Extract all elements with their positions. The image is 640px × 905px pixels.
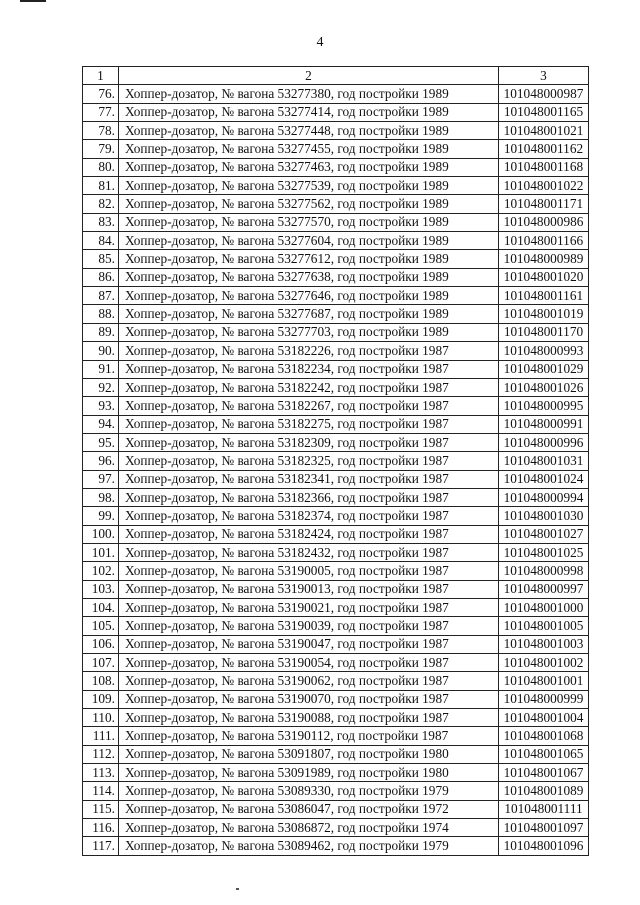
table-row: [83, 800, 589, 818]
table-row: [83, 562, 589, 580]
row-number-cell: 81.: [83, 177, 119, 195]
row-number-cell: 76.: [83, 85, 119, 103]
inventory-code-cell: 101048001025: [499, 543, 589, 561]
row-number-cell: 102.: [83, 562, 119, 580]
inventory-code-cell: 101048001089: [499, 782, 589, 800]
inventory-code-cell: 101048001068: [499, 727, 589, 745]
inventory-code-cell: 101048001021: [499, 122, 589, 140]
row-number-cell: 78.: [83, 122, 119, 140]
row-number-cell: 103.: [83, 580, 119, 598]
table-row: [83, 580, 589, 598]
page-number: 4: [316, 35, 324, 50]
row-number-cell: 115.: [83, 800, 119, 818]
wagon-description-cell: Хоппер-дозатор, № вагона 53182234, год постройки 1987: [119, 360, 499, 378]
inventory-code-cell: 101048001162: [499, 140, 589, 158]
inventory-code-cell: 101048001005: [499, 617, 589, 635]
row-number-cell: 92.: [83, 378, 119, 396]
inventory-code-cell: 101048001168: [499, 158, 589, 176]
column-header-3: 3: [499, 67, 589, 85]
wagon-description-cell: Хоппер-дозатор, № вагона 53182374, год постройки 1987: [119, 507, 499, 525]
table-row: [83, 323, 589, 341]
table-row: [83, 709, 589, 727]
row-number-cell: 98.: [83, 488, 119, 506]
inventory-code-cell: 101048001004: [499, 709, 589, 727]
wagon-description-cell: Хоппер-дозатор, № вагона 53182267, год постройки 1987: [119, 397, 499, 415]
row-number-cell: 95.: [83, 433, 119, 451]
wagon-description-cell: Хоппер-дозатор, № вагона 53277455, год постройки 1989: [119, 140, 499, 158]
table-row: [83, 195, 589, 213]
table-header: [83, 67, 589, 85]
column-header-1: 1: [83, 67, 119, 85]
wagon-description-cell: Хоппер-дозатор, № вагона 53091989, год постройки 1980: [119, 764, 499, 782]
inventory-code-cell: 101048001029: [499, 360, 589, 378]
table-row: [83, 764, 589, 782]
row-number-cell: 82.: [83, 195, 119, 213]
table-row: [83, 819, 589, 837]
inventory-code-cell: 101048001027: [499, 525, 589, 543]
table-row: [83, 525, 589, 543]
wagon-description-cell: Хоппер-дозатор, № вагона 53190013, год постройки 1987: [119, 580, 499, 598]
wagon-description-cell: Хоппер-дозатор, № вагона 53277380, год постройки 1989: [119, 85, 499, 103]
table-row: [83, 727, 589, 745]
table-row: [83, 543, 589, 561]
wagon-description-cell: Хоппер-дозатор, № вагона 53086872, год постройки 1974: [119, 819, 499, 837]
inventory-code-cell: 101048001003: [499, 635, 589, 653]
wagon-description-cell: Хоппер-дозатор, № вагона 53277570, год постройки 1989: [119, 213, 499, 231]
scan-artifact-dot: [236, 888, 239, 890]
row-number-cell: 113.: [83, 764, 119, 782]
inventory-code-cell: 101048000995: [499, 397, 589, 415]
row-number-cell: 93.: [83, 397, 119, 415]
table-row: [83, 103, 589, 121]
row-number-cell: 114.: [83, 782, 119, 800]
wagon-description-cell: Хоппер-дозатор, № вагона 53091807, год постройки 1980: [119, 745, 499, 763]
wagon-description-cell: Хоппер-дозатор, № вагона 53182424, год постройки 1987: [119, 525, 499, 543]
table-row: [83, 470, 589, 488]
inventory-code-cell: 101048001022: [499, 177, 589, 195]
top-rule-mark: [20, 0, 46, 2]
inventory-code-cell: 101048001019: [499, 305, 589, 323]
inventory-code-cell: 101048001067: [499, 764, 589, 782]
inventory-code-cell: 101048001030: [499, 507, 589, 525]
wagon-description-cell: Хоппер-дозатор, № вагона 53089462, год постройки 1979: [119, 837, 499, 855]
table-row: [83, 305, 589, 323]
wagon-description-cell: Хоппер-дозатор, № вагона 53190021, год постройки 1987: [119, 598, 499, 616]
wagon-description-cell: Хоппер-дозатор, № вагона 53277539, год постройки 1989: [119, 177, 499, 195]
wagon-description-cell: Хоппер-дозатор, № вагона 53277638, год постройки 1989: [119, 268, 499, 286]
table-row: [83, 617, 589, 635]
table-header-row: [83, 67, 589, 85]
inventory-code-cell: 101048000994: [499, 488, 589, 506]
column-header-2: 2: [119, 67, 499, 85]
row-number-cell: 108.: [83, 672, 119, 690]
inventory-code-cell: 101048000986: [499, 213, 589, 231]
row-number-cell: 83.: [83, 213, 119, 231]
inventory-code-cell: 101048000987: [499, 85, 589, 103]
wagon-description-cell: Хоппер-дозатор, № вагона 53277414, год постройки 1989: [119, 103, 499, 121]
row-number-cell: 79.: [83, 140, 119, 158]
inventory-code-cell: 101048001065: [499, 745, 589, 763]
row-number-cell: 106.: [83, 635, 119, 653]
table-row: [83, 378, 589, 396]
inventory-code-cell: 101048001031: [499, 452, 589, 470]
table-row: [83, 85, 589, 103]
wagon-description-cell: Хоппер-дозатор, № вагона 53190054, год постройки 1987: [119, 654, 499, 672]
table-row: [83, 415, 589, 433]
wagon-description-cell: Хоппер-дозатор, № вагона 53190070, год постройки 1987: [119, 690, 499, 708]
table-row: [83, 268, 589, 286]
wagon-description-cell: Хоппер-дозатор, № вагона 53182275, год постройки 1987: [119, 415, 499, 433]
wagon-description-cell: Хоппер-дозатор, № вагона 53089330, год постройки 1979: [119, 782, 499, 800]
inventory-code-cell: 101048001020: [499, 268, 589, 286]
row-number-cell: 91.: [83, 360, 119, 378]
wagon-description-cell: Хоппер-дозатор, № вагона 53190005, год постройки 1987: [119, 562, 499, 580]
inventory-code-cell: 101048001170: [499, 323, 589, 341]
wagon-description-cell: Хоппер-дозатор, № вагона 53182242, год постройки 1987: [119, 378, 499, 396]
row-number-cell: 90.: [83, 342, 119, 360]
table-row: [83, 397, 589, 415]
table-row: [83, 598, 589, 616]
inventory-code-cell: 101048001000: [499, 598, 589, 616]
wagon-description-cell: Хоппер-дозатор, № вагона 53182366, год постройки 1987: [119, 488, 499, 506]
table-row: [83, 690, 589, 708]
row-number-cell: 89.: [83, 323, 119, 341]
row-number-cell: 105.: [83, 617, 119, 635]
wagon-description-cell: Хоппер-дозатор, № вагона 53190047, год постройки 1987: [119, 635, 499, 653]
row-number-cell: 112.: [83, 745, 119, 763]
row-number-cell: 85.: [83, 250, 119, 268]
inventory-code-cell: 101048000998: [499, 562, 589, 580]
row-number-cell: 104.: [83, 598, 119, 616]
wagon-description-cell: Хоппер-дозатор, № вагона 53277562, год постройки 1989: [119, 195, 499, 213]
wagon-description-cell: Хоппер-дозатор, № вагона 53182309, год постройки 1987: [119, 433, 499, 451]
wagon-description-cell: Хоппер-дозатор, № вагона 53182325, год постройки 1987: [119, 452, 499, 470]
table-row: [83, 654, 589, 672]
inventory-code-cell: 101048001024: [499, 470, 589, 488]
inventory-code-cell: 101048001096: [499, 837, 589, 855]
inventory-code-cell: 101048001002: [499, 654, 589, 672]
row-number-cell: 117.: [83, 837, 119, 855]
inventory-code-cell: 101048001001: [499, 672, 589, 690]
wagon-description-cell: Хоппер-дозатор, № вагона 53182226, год постройки 1987: [119, 342, 499, 360]
inventory-code-cell: 101048000989: [499, 250, 589, 268]
row-number-cell: 101.: [83, 543, 119, 561]
inventory-code-cell: 101048001165: [499, 103, 589, 121]
inventory-code-cell: 101048000993: [499, 342, 589, 360]
table-row: [83, 232, 589, 250]
wagon-description-cell: Хоппер-дозатор, № вагона 53277448, год постройки 1989: [119, 122, 499, 140]
table-row: [83, 122, 589, 140]
table-row: [83, 213, 589, 231]
row-number-cell: 87.: [83, 287, 119, 305]
row-number-cell: 86.: [83, 268, 119, 286]
wagon-description-cell: Хоппер-дозатор, № вагона 53277463, год постройки 1989: [119, 158, 499, 176]
table-row: [83, 837, 589, 855]
inventory-code-cell: 101048000991: [499, 415, 589, 433]
row-number-cell: 110.: [83, 709, 119, 727]
row-number-cell: 94.: [83, 415, 119, 433]
table-row: [83, 452, 589, 470]
table-row: [83, 287, 589, 305]
table-row: [83, 672, 589, 690]
wagon-description-cell: Хоппер-дозатор, № вагона 53182432, год постройки 1987: [119, 543, 499, 561]
table-row: [83, 250, 589, 268]
row-number-cell: 77.: [83, 103, 119, 121]
inventory-code-cell: 101048001171: [499, 195, 589, 213]
table-row: [83, 782, 589, 800]
row-number-cell: 80.: [83, 158, 119, 176]
wagon-description-cell: Хоппер-дозатор, № вагона 53277612, год постройки 1989: [119, 250, 499, 268]
row-number-cell: 99.: [83, 507, 119, 525]
wagon-description-cell: Хоппер-дозатор, № вагона 53190039, год постройки 1987: [119, 617, 499, 635]
wagon-description-cell: Хоппер-дозатор, № вагона 53086047, год постройки 1972: [119, 800, 499, 818]
table-row: [83, 158, 589, 176]
row-number-cell: 116.: [83, 819, 119, 837]
inventory-code-cell: 101048001111: [499, 800, 589, 818]
row-number-cell: 96.: [83, 452, 119, 470]
wagon-description-cell: Хоппер-дозатор, № вагона 53277646, год постройки 1989: [119, 287, 499, 305]
inventory-code-cell: 101048000999: [499, 690, 589, 708]
table-row: [83, 360, 589, 378]
inventory-code-cell: 101048001161: [499, 287, 589, 305]
row-number-cell: 88.: [83, 305, 119, 323]
wagon-description-cell: Хоппер-дозатор, № вагона 53190088, год постройки 1987: [119, 709, 499, 727]
inventory-code-cell: 101048000997: [499, 580, 589, 598]
inventory-code-cell: 101048001026: [499, 378, 589, 396]
table-row: [83, 140, 589, 158]
inventory-table-container: [82, 66, 588, 856]
table-row: [83, 745, 589, 763]
table-row: [83, 488, 589, 506]
table-row: [83, 507, 589, 525]
wagon-description-cell: Хоппер-дозатор, № вагона 53277703, год постройки 1989: [119, 323, 499, 341]
row-number-cell: 84.: [83, 232, 119, 250]
row-number-cell: 97.: [83, 470, 119, 488]
row-number-cell: 107.: [83, 654, 119, 672]
row-number-cell: 109.: [83, 690, 119, 708]
inventory-table: [82, 66, 589, 856]
table-row: [83, 177, 589, 195]
inventory-code-cell: 101048001166: [499, 232, 589, 250]
row-number-cell: 111.: [83, 727, 119, 745]
row-number-cell: 100.: [83, 525, 119, 543]
inventory-code-cell: 101048001097: [499, 819, 589, 837]
wagon-description-cell: Хоппер-дозатор, № вагона 53277687, год постройки 1989: [119, 305, 499, 323]
wagon-description-cell: Хоппер-дозатор, № вагона 53277604, год постройки 1989: [119, 232, 499, 250]
table-row: [83, 635, 589, 653]
wagon-description-cell: Хоппер-дозатор, № вагона 53190112, год постройки 1987: [119, 727, 499, 745]
table-body: [83, 85, 589, 855]
wagon-description-cell: Хоппер-дозатор, № вагона 53182341, год постройки 1987: [119, 470, 499, 488]
inventory-code-cell: 101048000996: [499, 433, 589, 451]
table-row: [83, 433, 589, 451]
table-row: [83, 342, 589, 360]
wagon-description-cell: Хоппер-дозатор, № вагона 53190062, год постройки 1987: [119, 672, 499, 690]
